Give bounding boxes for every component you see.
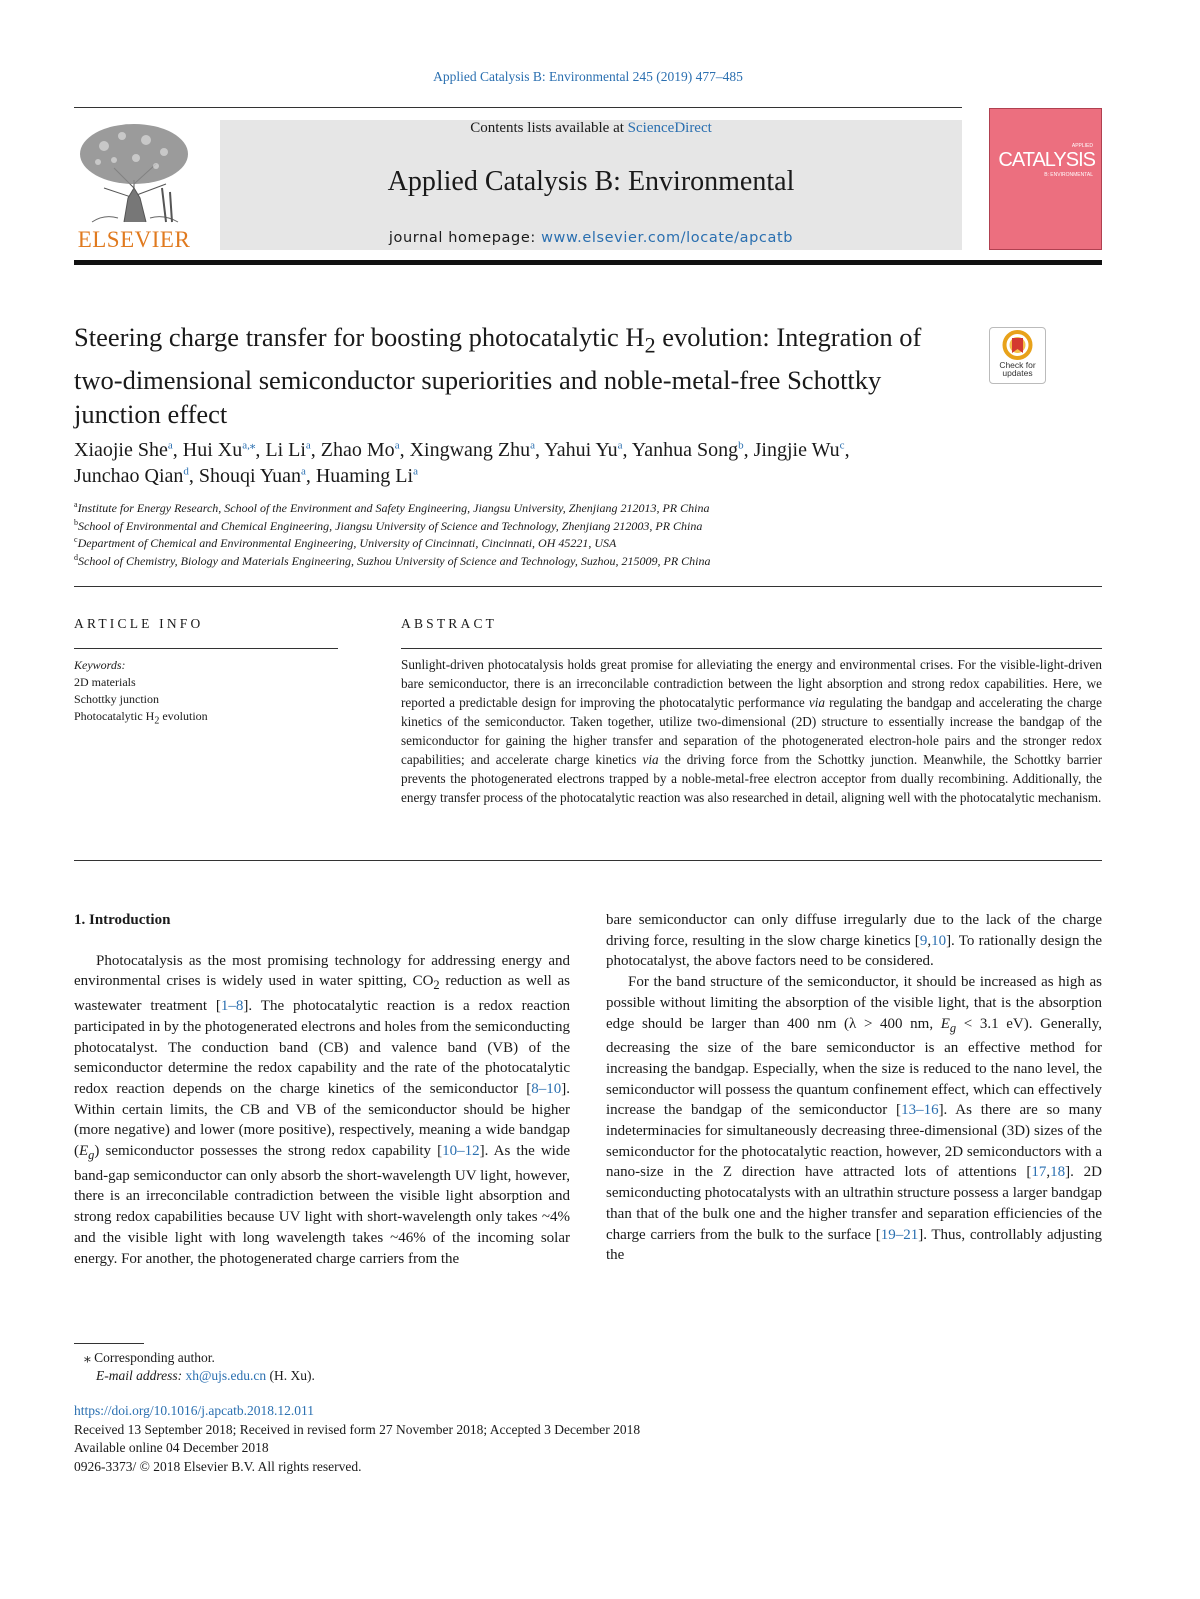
available-online: Available online 04 December 2018 (74, 1440, 269, 1455)
author-list (74, 437, 1034, 489)
keyword-item (74, 708, 338, 729)
affiliation-mark: c (74, 535, 78, 544)
author-separator: , (535, 439, 545, 461)
publication-info (74, 1402, 974, 1476)
math-subscript: g (88, 1148, 95, 1163)
homepage-prefix: journal homepage: (388, 230, 542, 246)
author-name[interactable]: Xingwang Zhu (409, 439, 531, 461)
body-text: ]. As the wide band-gap semiconductor can only absorb the short-wavelength UV light, however, there is an irreconcilable contradiction between the visible light absorption and strong redox capabilities because UV light with short-wavelength only takes ~4% and the visible light with long wavelength takes ~46% of the incoming solar energy. For another, the photogenerated charge carriers from the (74, 1143, 571, 1267)
body-text: ) semiconductor possesses the strong redox capability [ (94, 1143, 443, 1160)
email-line (74, 1367, 674, 1385)
affiliation-mark: b (74, 517, 78, 527)
body-text: < 3.1 eV). Generally, decreasing the size of the bare semiconductor is an effective method for increasing the bandgap. Especially, when the size is reduced to the nano level, the semiconductor will possess the quantum confinement effect, which can effectively increase the bandgap of the semiconductor [ (606, 1015, 1103, 1119)
body-text: For the band structure of the semiconductor, it should be increased as high as possible without limiting the absorption of the visible light, that is the absorption edge should be larger than 400 nm (λ > 400 nm, (606, 974, 1102, 1032)
body-text: ]. Within certain limits, the CB and VB of the semiconductor should be higher (more negative) and lower (more positive), respectively, meaning a wide bandgap ( (74, 1080, 570, 1160)
keywords-label: Keywords: (74, 658, 126, 672)
author-name[interactable]: Junchao Qian (74, 465, 184, 487)
citation-link[interactable]: 9 (919, 932, 928, 949)
abstract-italic: via (808, 695, 825, 710)
affiliation-mark: a (74, 500, 78, 509)
author-name[interactable]: Jingjie Wu (753, 439, 840, 461)
author-affiliation-mark[interactable]: a (167, 439, 173, 452)
author-separator: , (743, 439, 754, 461)
body-text: ]. Thus, controllably adjusting the (606, 1226, 1103, 1264)
author-separator: , (622, 439, 632, 461)
body-text: bare semiconductor can only diffuse irregularly due to the lack of the charge driving force, resulting in the slow charge kinetics [ (606, 912, 1102, 949)
cover-sub-label: B: ENVIRONMENTAL (1044, 172, 1093, 178)
author-affiliation-mark[interactable]: a (300, 465, 306, 478)
author-separator: , (305, 465, 316, 487)
elsevier-tree-icon (74, 118, 194, 226)
email-label: E-mail address: (96, 1368, 183, 1383)
body-column-right (606, 910, 1102, 1266)
body-text: ]. To rationally design the photocatalyst, the above factors need to be considered. (606, 932, 1102, 970)
section-rule (74, 586, 1102, 587)
received-dates: Received 13 September 2018; Received in revised form 27 November 2018; Accepted 3 December 2018 (74, 1421, 641, 1437)
affiliation-text: Department of Chemical and Environmental Engineering, University of Cincinnati, Cincinnati, OH 45221, USA (77, 536, 617, 550)
author-separator: , (399, 439, 410, 461)
affiliation-text: School of Environmental and Chemical Engineering, Jiangsu University of Science and Technology, Zhenjiang 212003, PR China (78, 518, 703, 533)
abstract-heading: ABSTRACT (401, 616, 498, 631)
citation-link[interactable]: 1–8 (220, 998, 244, 1015)
author-name[interactable]: Hui Xu (182, 439, 243, 461)
author-affiliation-mark[interactable]: d (183, 465, 189, 478)
affiliation-text: School of Chemistry, Biology and Materials Engineering, Suzhou University of Science and Technology, Suzhou, 215009, PR China (78, 553, 711, 568)
citation-separator: , (1046, 1164, 1051, 1181)
elsevier-logo[interactable] (74, 118, 194, 253)
keyword-item: 2D materials (74, 675, 136, 689)
check-for-updates-label (990, 361, 1045, 377)
author-name[interactable]: Shouqi Yuan (198, 465, 301, 487)
citation-link[interactable]: 17 (1031, 1164, 1047, 1181)
footnote (74, 1349, 674, 1385)
title-part1: Steering charge transfer for boosting photocatalytic H (74, 322, 645, 352)
author-name[interactable]: Xiaojie She (74, 439, 168, 461)
author-affiliation-mark[interactable]: a (305, 439, 311, 452)
author-affiliation-mark[interactable]: a,⁎ (242, 439, 256, 452)
author-affiliation-mark[interactable]: a (530, 439, 536, 452)
subscript: 2 (433, 978, 440, 993)
abstract-italic: via (642, 752, 659, 767)
journal-cover-thumbnail[interactable] (989, 108, 1102, 250)
author-separator: , (188, 465, 199, 487)
author-separator: , (255, 439, 266, 461)
section-heading-introduction: 1. Introduction (74, 912, 171, 928)
author-affiliation-mark[interactable]: a (617, 439, 623, 452)
check-for-updates-badge[interactable] (989, 327, 1046, 384)
contents-prefix: Contents lists available at (470, 120, 628, 136)
elsevier-wordmark: ELSEVIER (77, 227, 191, 252)
affiliation-item (74, 553, 974, 571)
abstract-bottom-rule (74, 860, 1102, 861)
abstract-sentence: regulating the bandgap and accelerating the charge kinetics of the semiconductor. Taken together, utilize two-dimensional (2D) structure to essentially increase the bandgap of the semiconductor for gaining the higher transfer and separation of the photogenerated electron-hole pairs and the stronger redox capabilities; and accelerate charge kinetics (401, 695, 1102, 767)
author-name[interactable]: Yanhua Song (631, 439, 739, 461)
author-separator: , (844, 439, 850, 461)
journal-reference-link[interactable]: Applied Catalysis B: Environmental 245 (2019) 477–485 (433, 69, 743, 84)
badge-line1: Check for (999, 360, 1036, 370)
abstract-text (401, 655, 1102, 807)
author-name[interactable]: Zhao Mo (320, 439, 395, 461)
contents-available (220, 120, 962, 137)
abstract-sentence: Sunlight-driven photocatalysis holds great promise for alleviating the energy and environmental crises. For the visible-light-driven bare semiconductor, there is an irreconcilable contradiction between the light absorption and strong redox capabilities. Here, we reported a predictable design for improving the photocatalytic performance (401, 657, 1102, 710)
homepage-link[interactable]: www.elsevier.com/locate/apcatb (541, 230, 794, 246)
footnote-rule (74, 1343, 144, 1344)
body-column-left (74, 910, 570, 1269)
math-subscript: g (949, 1020, 957, 1035)
math-symbol: E (79, 1143, 89, 1160)
affiliation-item (74, 518, 974, 536)
email-suffix: (H. Xu). (266, 1368, 315, 1383)
doi-link[interactable]: https://doi.org/10.1016/j.apcatb.2018.12.011 (74, 1403, 314, 1418)
copyright: 0926-3373/ © 2018 Elsevier B.V. All rights reserved. (74, 1458, 362, 1474)
author-name[interactable]: Li Li (265, 439, 306, 461)
keywords-block (74, 657, 338, 729)
author-name[interactable]: Huaming Li (315, 465, 414, 487)
affiliation-text: Institute for Energy Research, School of the Environment and Safety Engineering, Jiangsu University, Zhenjiang 212013, PR China (77, 501, 710, 515)
author-affiliation-mark[interactable]: b (738, 439, 744, 452)
title-part2: evolution: Integration of two-dimensional semiconductor superiorities and noble-metal-free Schottky junction effect (74, 322, 922, 430)
body-text: ]. The photocatalytic reaction is a redox reaction participated in by the photogenerated electrons and holes from the semiconducting photocatalyst. The conduction band (CB) and valence band (VB) of the semiconductor determine the redox capability and the rate of the photocatalytic redox reaction depends on the charge kinetics of the semiconductor [ (74, 998, 570, 1097)
keyword3-part2: evolution (159, 709, 208, 723)
author-affiliation-mark[interactable]: a (413, 465, 418, 478)
author-separator: , (310, 439, 321, 461)
abstract-sentence: the driving force from the Schottky junction. Meanwhile, the Schottky barrier prevents the photogenerated electrons trapped by a noble-metal-free electron acceptor from dually recombining. Additionally, the energy transfer process of the photocatalytic reaction was also researched in detail, aligning well with the photocatalytic mechanism. (401, 752, 1103, 805)
journal-homepage (220, 230, 962, 246)
citation-link[interactable]: 13–16 (901, 1102, 939, 1119)
citation-link[interactable]: 19–21 (880, 1226, 919, 1243)
body-text: ]. As there are so many indeterminacies for simultaneously decreasing three-dimensional (3D) sizes of the semiconductor for the photocatalytic reaction, however, 2D semiconductors with a nano-size in the Z direction have attracted lots of attentions [ (606, 1102, 1102, 1181)
keyword3-part1: Photocatalytic H (74, 709, 155, 723)
keyword3-subscript: 2 (154, 715, 160, 727)
affiliation-item (74, 535, 974, 553)
body-paragraph (606, 972, 1102, 1266)
header-thick-rule (74, 260, 1102, 265)
badge-line2: updates (1002, 368, 1033, 378)
journal-banner (220, 120, 962, 250)
body-paragraph (606, 910, 1102, 972)
article-info-rule (74, 648, 338, 649)
title-subscript: 2 (644, 332, 656, 358)
body-text: reduction as well as wastewater treatment [ (74, 973, 570, 1015)
affiliation-mark: d (74, 552, 78, 562)
body-text: ]. 2D semiconducting photocatalysts with an ultrathin structure possess a larger bandgap than that of the bulk one and the higher transfer and separation efficiencies of the charge carriers from the bulk to the surface [ (606, 1164, 1103, 1243)
keyword-item: Schottky junction (74, 692, 159, 706)
cover-top-label: APPLIED (1071, 143, 1093, 149)
cover-brand: CATALYSIS (998, 149, 1095, 171)
author-affiliation-mark[interactable]: c (839, 439, 845, 452)
citation-link[interactable]: 8–10 (531, 1080, 562, 1097)
author-name[interactable]: Yahui Yu (544, 439, 618, 461)
article-title (74, 320, 954, 432)
header-rule (74, 107, 962, 108)
body-paragraph (74, 951, 570, 1270)
citation-link[interactable]: 10 (931, 932, 947, 949)
check-for-updates-icon (990, 328, 1045, 362)
math-symbol: E (940, 1015, 950, 1032)
article-info-heading: ARTICLE INFO (74, 616, 204, 631)
citation-link[interactable]: 18 (1050, 1164, 1066, 1181)
affiliation-item (74, 500, 974, 518)
abstract-rule (401, 648, 1102, 649)
author-affiliation-mark[interactable]: a (394, 439, 400, 452)
email-link[interactable]: xh@ujs.edu.cn (185, 1368, 267, 1383)
citation-link[interactable]: 10–12 (442, 1143, 480, 1160)
citation-separator: , (927, 932, 932, 949)
author-separator: , (172, 439, 183, 461)
body-text: Photocatalysis as the most promising technology for addressing energy and environmental crises is widely used in water spitting, CO (74, 952, 570, 990)
journal-title: Applied Catalysis B: Environmental (387, 166, 795, 197)
sciencedirect-link[interactable]: ScienceDirect (627, 120, 712, 136)
corresponding-author-note: ⁎ Corresponding author. (84, 1350, 215, 1365)
affiliation-list (74, 500, 974, 570)
